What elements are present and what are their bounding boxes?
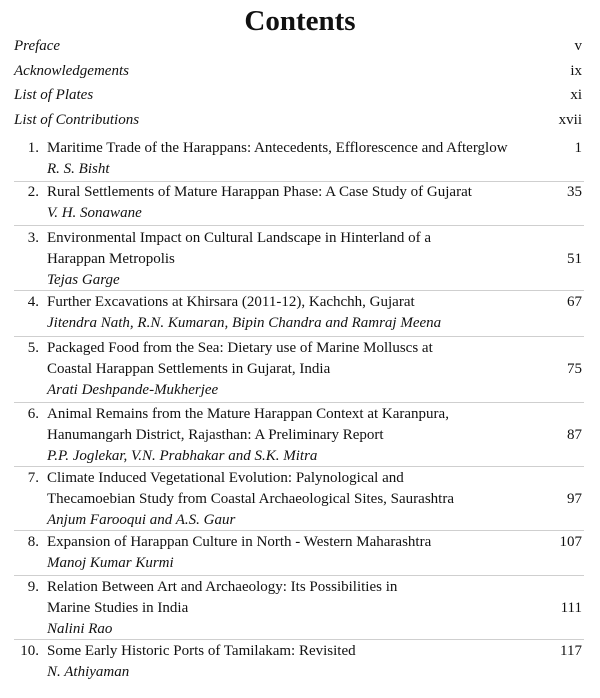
chapter-title: Harappan Metropolis	[47, 251, 175, 267]
chapter-title: Environmental Impact on Cultural Landscape in Hinterland of a	[47, 230, 432, 246]
divider	[14, 402, 584, 403]
chapter-number: 2.	[27, 184, 39, 200]
page-title: Contents	[244, 5, 356, 37]
chapter-entry-1[interactable]	[20, 138, 582, 180]
page-number: xvii	[558, 112, 582, 128]
chapter-number: 1.	[27, 140, 39, 156]
chapter-title: Maritime Trade of the Harappans: Antecedents, Efflorescence and Afterglow	[47, 140, 508, 156]
page-number: 51	[567, 251, 582, 267]
chapter-title: Thecamoebian Study from Coastal Archaeological Sites, Saurashtra	[47, 491, 454, 507]
chapter-title: Marine Studies in India	[47, 600, 189, 616]
chapter-number: 5.	[27, 340, 39, 356]
chapter-author: V. H. Sonawane	[47, 205, 142, 221]
front-matter-label: Preface	[14, 38, 61, 54]
front-matter-item[interactable]	[14, 37, 582, 55]
page-number: 75	[567, 361, 582, 377]
page-number: 35	[567, 184, 582, 200]
chapter-entry-7[interactable]	[20, 468, 582, 531]
page-number: 97	[567, 491, 582, 507]
front-matter-item[interactable]	[14, 86, 582, 104]
divider	[14, 466, 584, 467]
chapter-entry-8[interactable]	[20, 532, 582, 574]
divider	[14, 575, 584, 576]
chapter-author: N. Athiyaman	[47, 664, 130, 680]
front-matter-item[interactable]	[14, 111, 582, 129]
front-matter-label: List of Contributions	[14, 112, 140, 128]
page-number: 117	[560, 643, 582, 659]
front-matter-label: List of Plates	[14, 87, 94, 103]
front-matter-label: Acknowledgements	[14, 63, 129, 79]
chapter-number: 4.	[27, 294, 39, 310]
chapter-author: P.P. Joglekar, V.N. Prabhakar and S.K. Mitra	[47, 448, 318, 464]
chapter-title: Some Early Historic Ports of Tamilakam: Revisited	[47, 643, 356, 659]
page-number: 67	[567, 294, 582, 310]
chapter-number: 9.	[27, 579, 39, 595]
chapter-entry-2[interactable]	[20, 182, 582, 224]
chapter-author: Nalini Rao	[47, 621, 113, 637]
chapter-entry-3[interactable]	[20, 228, 582, 291]
chapter-number: 7.	[27, 470, 39, 486]
divider	[14, 530, 584, 531]
divider	[14, 336, 584, 337]
page-number: xi	[570, 87, 582, 103]
chapter-title: Climate Induced Vegetational Evolution: Palynological and	[47, 470, 404, 486]
chapter-number: 10.	[20, 643, 39, 659]
page-number: 107	[559, 534, 582, 550]
chapter-author: Arati Deshpande-Mukherjee	[47, 382, 219, 398]
chapter-title: Animal Remains from the Mature Harappan Context at Karanpura,	[47, 406, 449, 422]
page-number: 111	[560, 600, 582, 616]
page-number: 87	[567, 427, 582, 443]
chapter-entry-4[interactable]	[20, 292, 582, 334]
chapter-author: Manoj Kumar Kurmi	[47, 555, 174, 571]
chapter-author: Anjum Farooqui and A.S. Gaur	[47, 512, 236, 528]
chapter-entry-9[interactable]	[20, 577, 582, 640]
page-number: ix	[570, 63, 582, 79]
chapter-title: Expansion of Harappan Culture in North - Western Maharashtra	[47, 534, 432, 550]
chapter-entry-5[interactable]	[20, 338, 582, 401]
chapter-title: Further Excavations at Khirsara (2011-12), Kachchh, Gujarat	[47, 294, 415, 310]
chapter-number: 8.	[27, 534, 39, 550]
divider	[14, 639, 584, 640]
chapter-title: Packaged Food from the Sea: Dietary use of Marine Molluscs at	[47, 340, 433, 356]
chapter-entry-6[interactable]	[20, 404, 582, 467]
chapter-title: Relation Between Art and Archaeology: Its Possibilities in	[47, 579, 398, 595]
chapter-title: Hanumangarh District, Rajasthan: A Preliminary Report	[47, 427, 384, 443]
chapter-author: R. S. Bisht	[47, 161, 110, 177]
chapter-number: 3.	[27, 230, 39, 246]
chapter-title: Rural Settlements of Mature Harappan Phase: A Case Study of Gujarat	[47, 184, 472, 200]
chapter-author: Tejas Garge	[47, 272, 120, 288]
chapter-entry-10[interactable]	[20, 641, 582, 683]
divider	[14, 225, 584, 226]
front-matter-item[interactable]	[14, 62, 582, 80]
chapter-author: Jitendra Nath, R.N. Kumaran, Bipin Chandra and Ramraj Meena	[47, 315, 442, 331]
chapter-title: Coastal Harappan Settlements in Gujarat, India	[47, 361, 331, 377]
chapter-number: 6.	[27, 406, 39, 422]
page-number: 1	[574, 140, 582, 156]
page-number: v	[574, 38, 582, 54]
divider	[14, 290, 584, 291]
